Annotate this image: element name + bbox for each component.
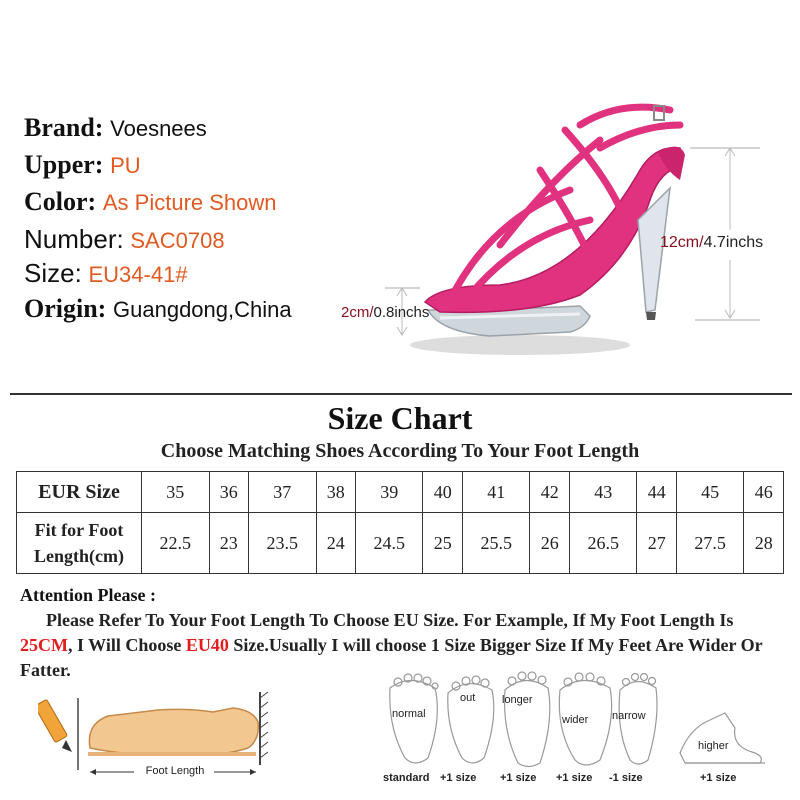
foot-type-normal: normal (392, 708, 426, 720)
foot-type-wider: wider (562, 714, 589, 726)
origin-value: Guangdong,China (113, 297, 292, 322)
size-cell: 41 (462, 472, 530, 513)
size-cell: 36 (209, 472, 248, 513)
foot-caption-narrow: -1 size (609, 772, 643, 784)
size-cell: 39 (355, 472, 423, 513)
pencil-icon (38, 699, 72, 752)
attention-text-2: , I Will Choose (68, 635, 186, 655)
size-chart-table (16, 471, 784, 574)
foot-length-header-line1: Fit for Foot (34, 520, 124, 540)
length-cell: 22.5 (142, 513, 210, 574)
attention-text-1: Please Refer To Your Foot Length To Choose EU Size. For Example, If My Foot Length Is (46, 610, 734, 630)
foot-type-longer: longer (502, 694, 533, 706)
size-cell: 38 (316, 472, 355, 513)
attention-text-3: Size.Usually I will choose 1 Size Bigger Size If My Feet Are Wider Or Fatter. (20, 635, 763, 680)
number-value: SAC0708 (130, 228, 225, 253)
heel-height-label (660, 234, 763, 252)
number-key: Number: (24, 224, 124, 254)
platform-in: 0.8inchs (373, 304, 430, 321)
foot-caption-standard: standard (383, 772, 430, 784)
foot-caption-wider: +1 size (556, 772, 593, 784)
attention-highlight-size: EU40 (185, 635, 229, 655)
foot-caption-higher: +1 size (700, 772, 737, 784)
table-row-foot-length (17, 513, 784, 574)
section-divider (10, 393, 792, 395)
length-cell: 24 (316, 513, 355, 574)
color-key: Color: (24, 187, 97, 216)
length-cell: 25.5 (462, 513, 530, 574)
eur-size-header: EUR Size (17, 472, 142, 513)
spec-size (24, 258, 188, 289)
platform-cm: 2cm/ (341, 304, 374, 321)
length-cell: 23.5 (248, 513, 316, 574)
brand-value: Voesnees (110, 116, 207, 141)
platform-height-label (341, 304, 429, 321)
foot-type-out: out (460, 692, 476, 704)
spec-upper (24, 150, 141, 180)
size-cell: 43 (569, 472, 637, 513)
size-cell: 37 (248, 472, 316, 513)
length-cell: 28 (744, 513, 784, 574)
color-value: As Picture Shown (102, 190, 277, 215)
upper-key: Upper: (24, 150, 104, 179)
size-chart-subtitle: Choose Matching Shoes According To Your Foot Length (160, 440, 640, 462)
foot-length-label: Foot Length (145, 765, 205, 777)
attention-highlight-length: 25CM (20, 635, 68, 655)
spec-origin (24, 294, 292, 324)
size-cell: 40 (423, 472, 462, 513)
attention-heading: Attention Please : (20, 585, 156, 605)
length-cell: 27.5 (676, 513, 744, 574)
foot-caption-longer: +1 size (500, 772, 537, 784)
length-cell: 23 (209, 513, 248, 574)
heel-cm: 12cm/ (660, 234, 704, 251)
foot-caption-out: +1 size (440, 772, 477, 784)
size-chart-title: Size Chart (327, 400, 473, 436)
spec-brand (24, 113, 207, 143)
length-cell: 24.5 (355, 513, 423, 574)
foot-length-header-line2: Length(cm) (34, 546, 124, 566)
length-cell: 25 (423, 513, 462, 574)
length-cell: 26 (530, 513, 569, 574)
size-cell: 45 (676, 472, 744, 513)
foot-type-higher: higher (698, 740, 729, 752)
table-row-eur-size (17, 472, 784, 513)
upper-value: PU (110, 153, 141, 178)
foot-type-narrow: narrow (612, 710, 646, 722)
length-cell: 27 (637, 513, 676, 574)
origin-key: Origin: (24, 294, 107, 323)
size-cell: 42 (530, 472, 569, 513)
size-key: Size: (24, 258, 82, 288)
foot-length-header (17, 513, 142, 574)
size-value: EU34-41# (88, 262, 188, 287)
length-cell: 26.5 (569, 513, 637, 574)
spec-color (24, 187, 277, 217)
size-cell: 46 (744, 472, 784, 513)
size-cell: 35 (142, 472, 210, 513)
spec-number (24, 224, 225, 255)
heel-in: 4.7inchs (703, 234, 764, 251)
brand-key: Brand: (24, 113, 104, 142)
size-cell: 44 (637, 472, 676, 513)
